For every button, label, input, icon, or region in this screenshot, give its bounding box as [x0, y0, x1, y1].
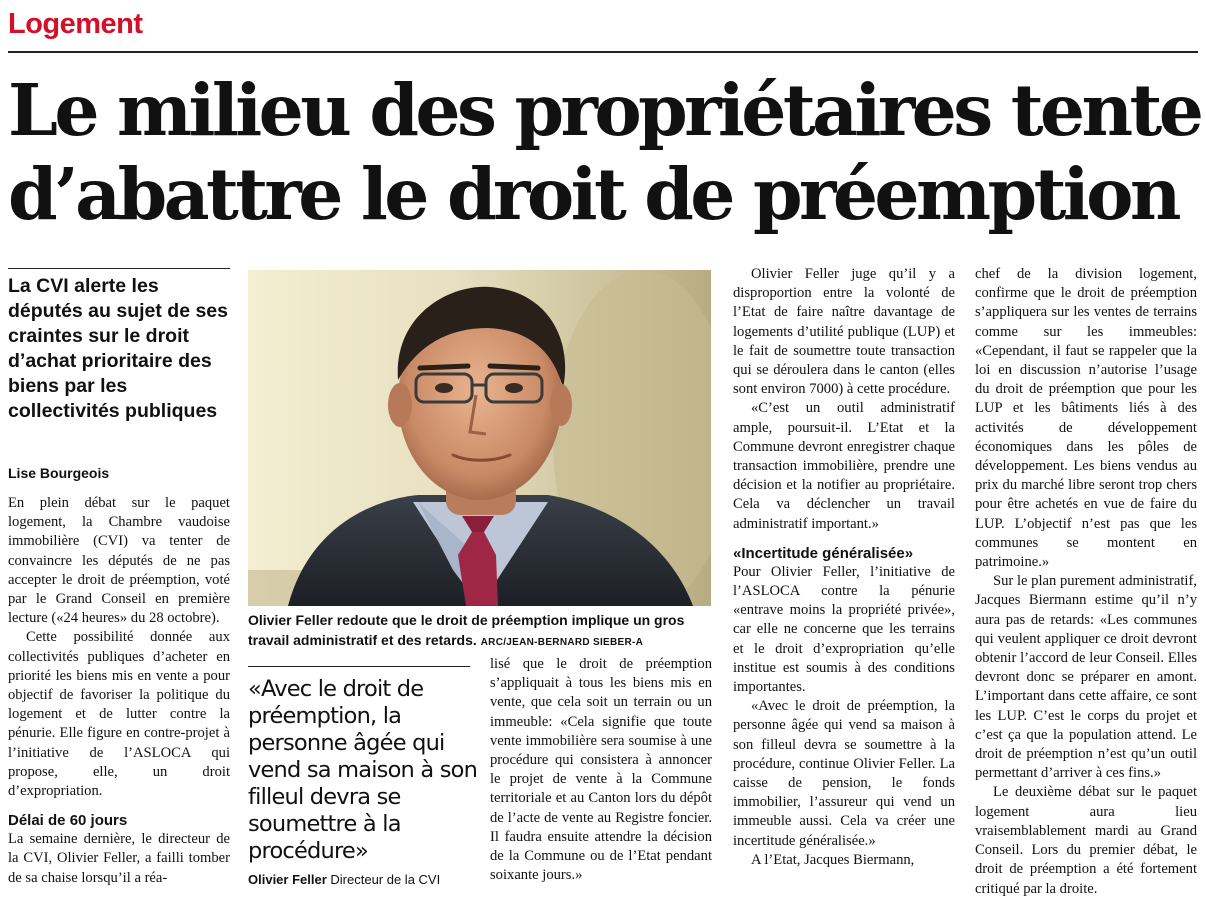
paragraph: Sur le plan purement administratif, Jacques Biermann estime qu’il n’y aura pas de retards: «Les communes qui veulent appliquer ce droit devront obtenir l’accord de leur Conseil. Elles devront donc se préparer en amont. L’important dans cette affaire, ce sont les LUP. C’est le corps du projet et c’est ça que la population attend. Le droit de préemption n’est qu’un outil permettant d’arriver à ces fins.» [975, 573, 1197, 782]
paragraph: chef de la division logement, confirme que le droit de préemption s’appliquera sur les ventes de terrains comme sur les immeubles: «Cependant, il faut se rappeler que la loi en discussion n’autorise l’usage du droit de préemption que pour les LUP et les bâtiments liés à des activités de développement économiques dans les pôles de développement. Les biens vendus au prix du marché libre seront trop chers pour être achetés en vue de faire du LUP. L’objectif n’est pas que les communes se montent en patrimoine.» [975, 266, 1197, 571]
quote-author-role: Directeur de la CVI [330, 872, 441, 887]
headline [8, 68, 1203, 236]
author-byline: Lise Bourgeois [8, 465, 110, 481]
paragraph: La semaine dernière, le directeur de la CVI, Olivier Feller, a failli tomber de sa chaise lorsqu’il a réa- [8, 831, 230, 886]
portrait-photo [248, 270, 711, 606]
photo-credit: ARC/JEAN-BERNARD SIEBER-A [480, 637, 644, 648]
paragraph: lisé que le droit de préemption s’appliquait à tous les biens mis en vente, que cela soit un terrain ou un immeuble: «Cela signifie que toute vente immobilière sera soumise à une procédure qui consistera à annoncer le projet de vente à la Commune territoriale et au Canton lors du dépôt de l’acte de vente au Registre foncier. Il faudra ensuite attendre la décision de la Commune ou de l’Etat pendant soixante jours.» [490, 656, 712, 884]
pull-quote-attribution [248, 872, 440, 887]
article-column-1 [8, 494, 230, 888]
paragraph: «C’est un outil administratif ample, poursuit-il. L’Etat et la Commune devront enregistrer chaque transaction immobilière, prendre une décision et la notifier au propriétaire. Cela va déclencher un travail administratif important.» [733, 400, 955, 532]
paragraph: «Avec le droit de préemption, la personne âgée qui vend sa maison à son filleul devra se soumettre à la procédure, continue Olivier Feller. La caisse de pension, le fonds immobilier, l’assureur qui vend un immeuble aussi. Cela va créer une incertitude généralisée.» [733, 698, 955, 849]
paragraph: Olivier Feller juge qu’il y a disproportion entre la volonté de l’Etat de faire naître davantage de logements d’utilité publique (LUP) et le fait de soumettre toute transaction qui se déroulera dans le canton (elles sont environ 7000) à cette procédure. [733, 266, 955, 398]
top-rule [8, 51, 1198, 53]
section-rubric: Logement [8, 8, 143, 40]
paragraph: En plein débat sur le paquet logement, la Chambre vaudoise immobilière (CVI) va tenter de convaincre les députés de ne pas accepter le droit de préemption, voté par le Grand Conseil en première lecture («24 heures» du 28 octobre). [8, 495, 230, 627]
quote-author-name: Olivier Feller [248, 872, 327, 887]
paragraph: A l’Etat, Jacques Biermann, [751, 851, 915, 868]
paragraph: Cette possibilité donnée aux collectivités publiques d’acheter en priorité les biens mis en vente a pour objectif de favoriser la politique du logement et de lutter contre la pénurie. Elle figure en contre-projet à l’initiative de l’ASLOCA qui propose, elle, un droit d’expropriation. [8, 629, 230, 800]
portrait-illustration [248, 270, 711, 606]
subheading: Délai de 60 jours [8, 812, 128, 830]
lead-rule [8, 268, 230, 269]
headline-line-2: d’abattre le droit de préemption [8, 152, 1178, 236]
caption-text: Olivier Feller redoute que le droit de préemption implique un gros travail administratif et des retards. [248, 612, 685, 648]
article-column-5 [975, 265, 1197, 899]
paragraph: Le deuxième débat sur le paquet logement aura lieu vraisemblablement mardi au Grand Conseil. Lors du premier débat, le droit de préemption a été fortement critiqué par la droite. [975, 784, 1197, 897]
subheading: «Incertitude généralisée» [733, 544, 914, 562]
article-column-4 [733, 265, 955, 870]
paragraph: Pour Olivier Feller, l’initiative de l’ASLOCA contre la pénurie «entrave moins la propriété privée», car elle ne concerne que les terrains et le droit d’expropriation qu’elle institue est soumis à des conditions importantes. [733, 563, 955, 696]
article-column-3 [490, 655, 712, 885]
photo-caption [248, 610, 718, 653]
headline-line-1: Le milieu des propriétaires tente [8, 68, 1201, 152]
lead-paragraph: La CVI alerte les députés au sujet de ses craintes sur le droit d’achat prioritaire des biens par les collectivités publiques [8, 275, 228, 422]
quote-rule [248, 666, 470, 667]
pull-quote: «Avec le droit de préemption, la personne âgée qui vend sa maison à son filleul devra se soumettre à la procédure» [248, 676, 478, 864]
